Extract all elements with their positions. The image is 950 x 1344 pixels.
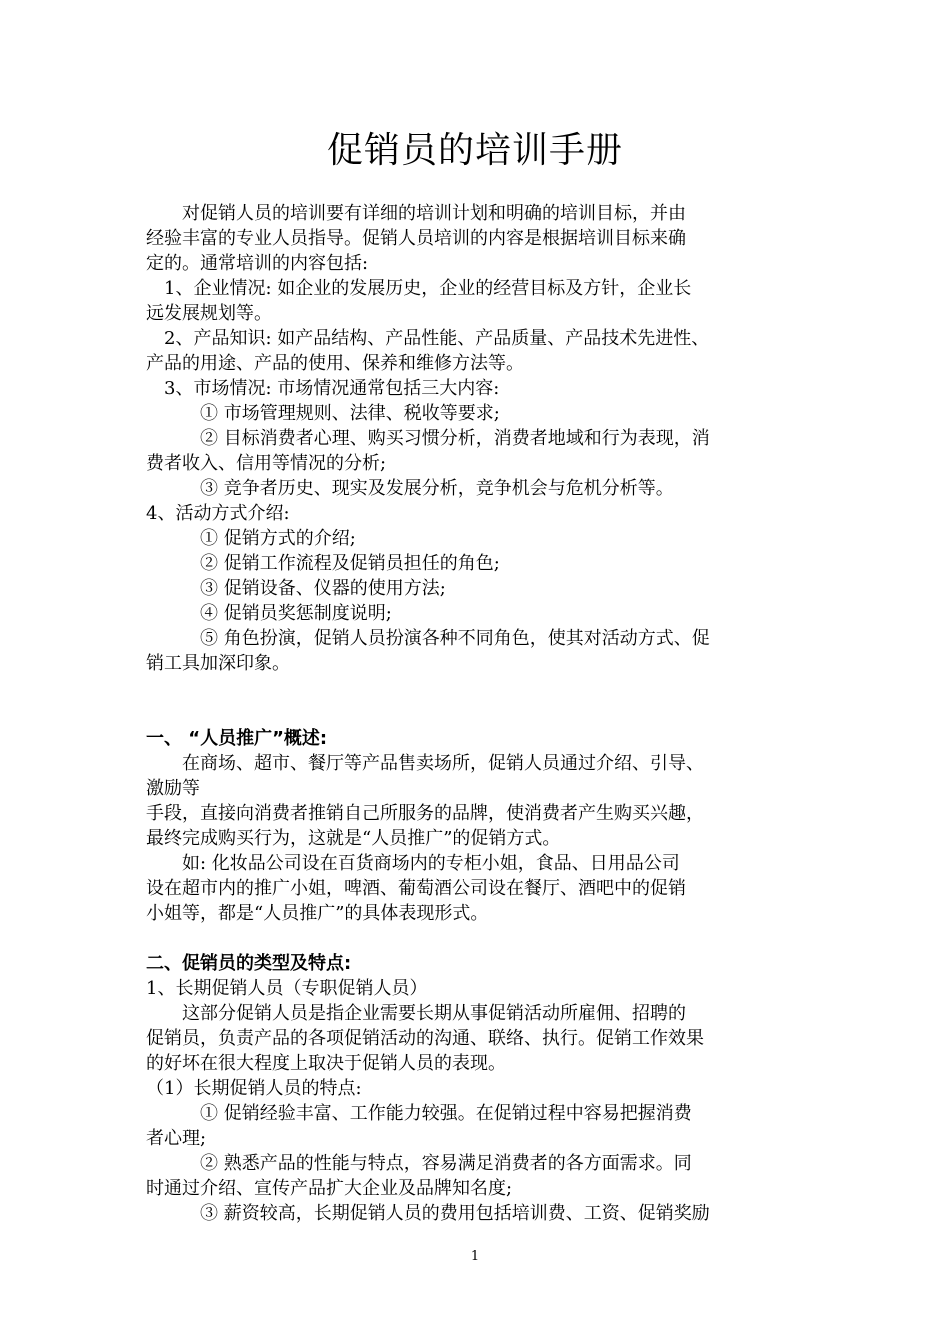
text-line: 远发展规划等。: [146, 303, 272, 324]
text-line: ③ 竞争者历史、现实及发展分析，竞争机会与危机分析等。: [146, 478, 674, 499]
text-line: 最终完成购买行为，这就是“人员推广”的促销方式。: [146, 828, 561, 849]
text-line: ④ 促销员奖惩制度说明;: [146, 603, 392, 624]
text-line: 的好坏在很大程度上取决于促销人员的表现。: [146, 1053, 506, 1074]
text-line: 对促销人员的培训要有详细的培训计划和明确的培训目标，并由: [146, 203, 686, 224]
text-line: 小姐等，都是“人员推广”的具体表现形式。: [146, 903, 489, 924]
text-line: 销工具加深印象。: [146, 653, 290, 674]
spacer: [146, 676, 822, 726]
text-line: 设在超市内的推广小姐，啤酒、葡萄酒公司设在餐厅、酒吧中的促销: [146, 878, 686, 899]
intro-section: [146, 201, 822, 676]
text-line: （1）长期促销人员的特点:: [146, 1078, 362, 1099]
text-line: 如: 化妆品公司设在百货商场内的专柜小姐，食品、日用品公司: [146, 853, 680, 874]
text-line: 者心理;: [146, 1128, 207, 1149]
text-line: 定的。通常培训的内容包括:: [146, 253, 369, 274]
page-number: 1: [470, 1249, 480, 1264]
section-heading: 二、促销员的类型及特点:: [146, 953, 352, 974]
text-line: 手段，直接向消费者推销自己所服务的品牌，使消费者产生购买兴趣，: [146, 803, 704, 824]
page-title: 促销员的培训手册: [326, 130, 623, 171]
text-line: 激励等: [146, 778, 200, 799]
text-line: ⑤ 角色扮演，促销人员扮演各种不同角色，使其对活动方式、促: [146, 628, 710, 649]
text-line: 这部分促销人员是指企业需要长期从事促销活动所雇佣、招聘的: [146, 1003, 686, 1024]
text-line: ② 熟悉产品的性能与特点，容易满足消费者的各方面需求。同: [146, 1153, 692, 1174]
text-line: 促销员，负责产品的各项促销活动的沟通、联络、执行。促销工作效果: [146, 1028, 704, 1049]
text-line: 4、活动方式介绍:: [146, 503, 290, 524]
text-line: 在商场、超市、餐厅等产品售卖场所，促销人员通过介绍、引导、: [146, 753, 704, 774]
text-line: ① 市场管理规则、法律、税收等要求;: [146, 403, 500, 424]
text-line: ② 促销工作流程及促销员担任的角色;: [146, 553, 500, 574]
section-heading: 一、 “人员推广”概述:: [146, 728, 328, 749]
text-line: ① 促销经验丰富、工作能力较强。在促销过程中容易把握消费: [146, 1103, 692, 1124]
text-line: 1、企业情况: 如企业的发展历史，企业的经营目标及方针，企业长: [146, 278, 692, 299]
text-line: 时通过介绍、宣传产品扩大企业及品牌知名度;: [146, 1178, 513, 1199]
text-line: ③ 薪资较高，长期促销人员的费用包括培训费、工资、促销奖励: [146, 1203, 710, 1224]
section-one: [146, 726, 822, 926]
spacer: [146, 926, 822, 951]
text-line: 3、市场情况: 市场情况通常包括三大内容:: [146, 378, 500, 399]
text-line: 费者收入、信用等情况的分析;: [146, 453, 387, 474]
section-two: [146, 951, 822, 1226]
text-line: ③ 促销设备、仪器的使用方法;: [146, 578, 446, 599]
text-line: 1、长期促销人员（专职促销人员）: [146, 978, 428, 999]
text-line: ① 促销方式的介绍;: [146, 528, 356, 549]
document-body: [146, 201, 822, 1226]
text-line: ② 目标消费者心理、购买习惯分析，消费者地域和行为表现，消: [146, 428, 710, 449]
text-line: 经验丰富的专业人员指导。促销人员培训的内容是根据培训目标来确: [146, 228, 686, 249]
text-line: 产品的用途、产品的使用、保养和维修方法等。: [146, 353, 524, 374]
text-line: 2、产品知识: 如产品结构、产品性能、产品质量、产品技术先进性、: [146, 328, 710, 349]
